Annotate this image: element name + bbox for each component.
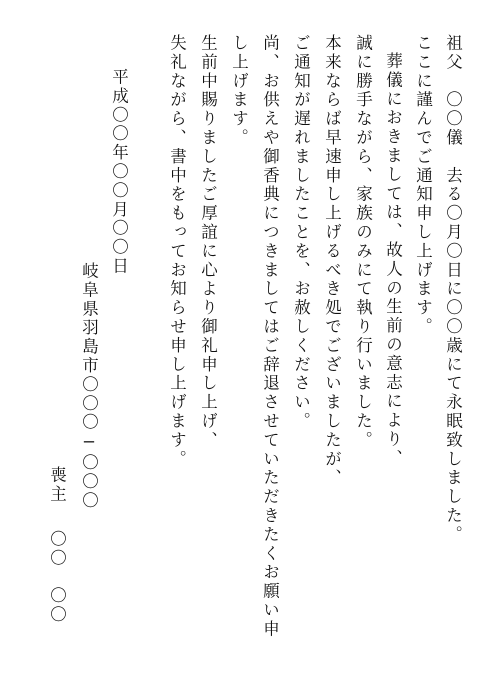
letter-date: 平成〇〇年〇〇月〇〇日 [109, 68, 129, 276]
letter-line-9: 生前中賜りましたご厚誼に心より御礼申し上げ、 [198, 34, 218, 450]
letter-line-6: ご通知が遅れましたことを、お赦しください。 [291, 34, 311, 431]
letter-line-2: ここに謹んでご通知申し上げます。 [413, 34, 433, 337]
mourner-name: 〇〇 〇〇 [47, 530, 67, 625]
letter-address: 岐阜県羽島市〇〇〇−〇〇〇 [79, 262, 99, 511]
letter-line-5: 本来ならば早速申し上げるべき処でございましたが、 [322, 34, 342, 488]
letter-line-3: 葬儀におきましては、故人の生前の意志により、 [383, 52, 403, 468]
mourner-label: 喪主 [47, 466, 67, 504]
letter-line-7: 尚、お供えや御香典につきましてはご辞退させていただきたくお願い申 [260, 34, 280, 639]
letter-line-10: 失礼ながら、書中をもってお知らせ申し上げます。 [167, 34, 187, 469]
letter-line-8: し上げます。 [229, 34, 249, 148]
letter-line-4: 誠に勝手ながら、家族のみにて執り行いました。 [353, 34, 373, 450]
letter-line-1: 祖父 〇〇儀 去る〇月〇日に〇〇歳にて永眠致しました。 [443, 34, 463, 545]
